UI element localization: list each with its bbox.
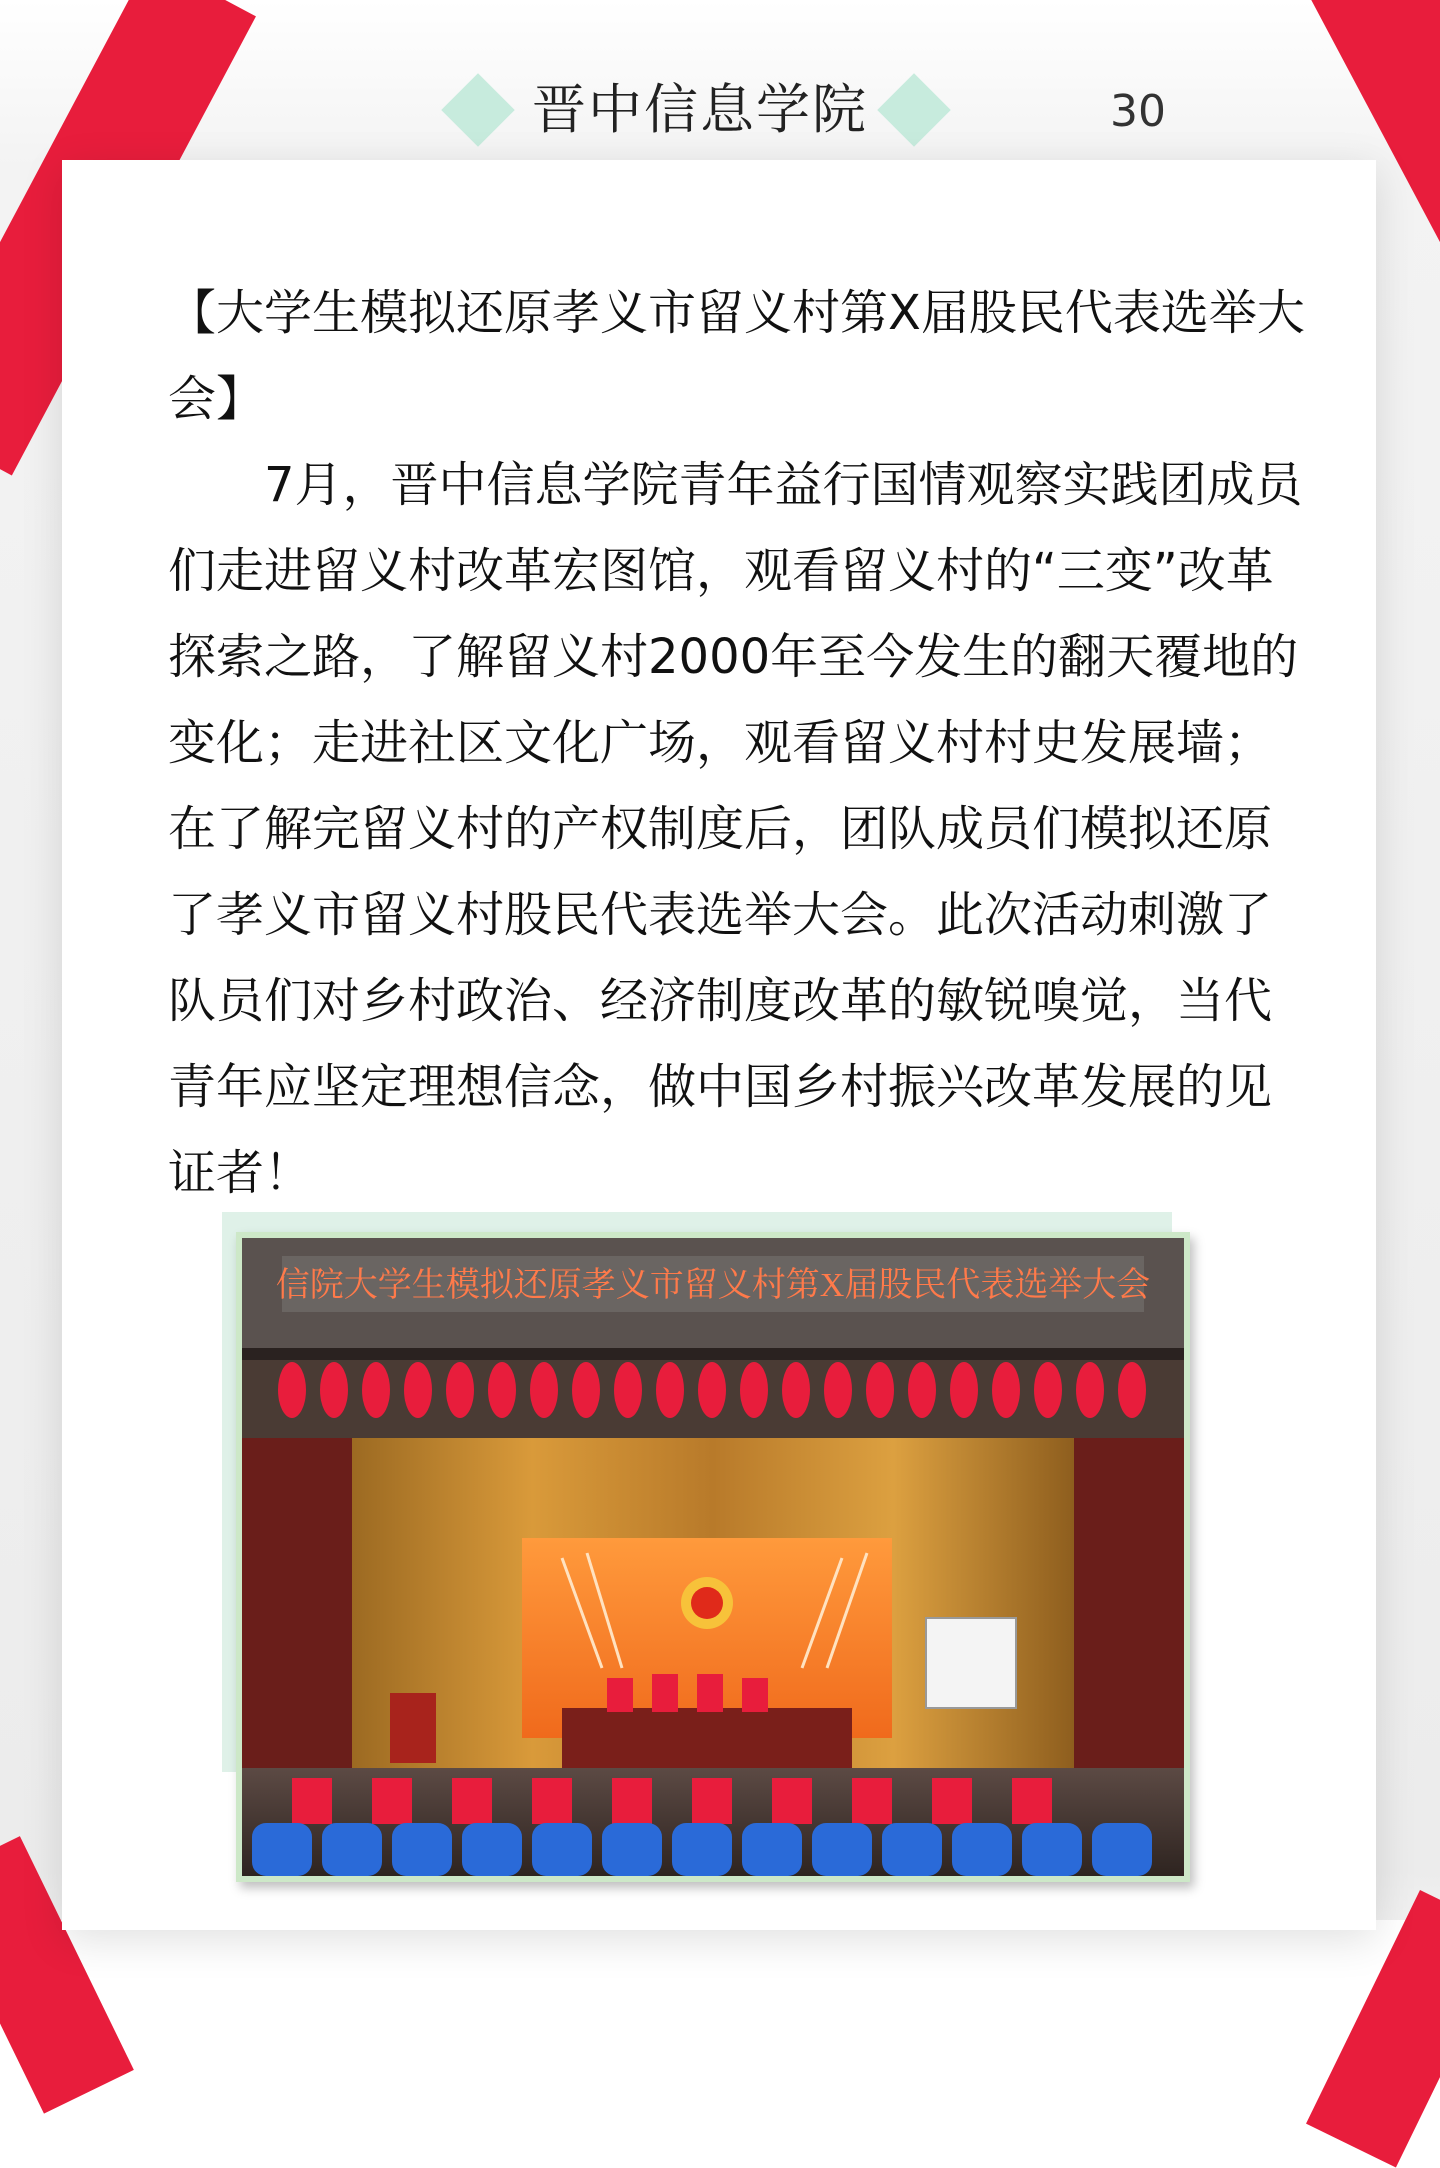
photo-banner-text: 信院大学生模拟还原孝义市留义村第X届股民代表选举大会 [275, 1267, 1151, 1304]
whiteboard [926, 1618, 1016, 1708]
event-photo [236, 1232, 1190, 1882]
article-body: 7月，晋中信息学院青年益行国情观察实践团成员们走进留义村改革宏图馆，观看留义村的“三变”改革探索之路，了解留义村2000年至今发生的翻天覆地的变化；走进社区文化广场，观看留义村村史发展墙；在了解完留义村的产权制度后，团队成员们模拟还原了孝义市留义村股民代表选举大会。此次活动刺激了队员们对乡村政治、经济制度改革的敏锐嗅觉，当代青年应坚定理想信念，做中国乡村振兴改革发展的见证者！ [168, 457, 1303, 1201]
page-number: 30 [1110, 86, 1166, 137]
red-lanterns [278, 1362, 1146, 1418]
bottom-fade [0, 1920, 1440, 2079]
lectern [390, 1693, 436, 1763]
page-header [0, 60, 1440, 160]
article-title: 【大学生模拟还原孝义市留义村第X届股民代表选举大会】 [168, 285, 1305, 427]
podium-table [562, 1708, 852, 1768]
event-photo-scene [242, 1238, 1184, 1876]
school-name: 晋中信息学院 [532, 78, 868, 141]
article [168, 270, 1308, 1216]
